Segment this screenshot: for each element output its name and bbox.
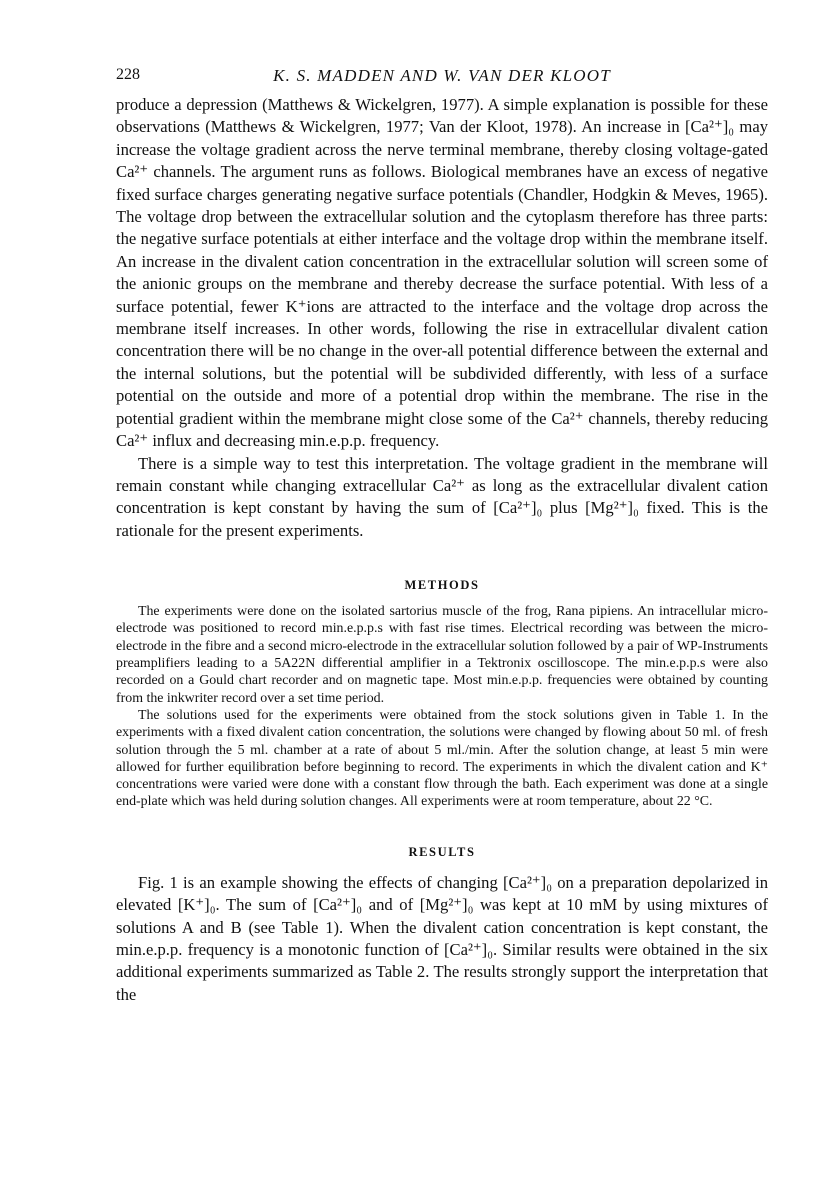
methods-heading: METHODS <box>404 578 480 593</box>
journal-page <box>116 66 768 1006</box>
intro-paragraph-continued: produce a depression (Matthews & Wickelgren, 1977). A simple explanation is possible for these observations (Matthews & Wickelgren, 1977; Van der Kloot, 1978). An increase in [Ca²⁺]₀ may increase the voltage gradient across the nerve terminal membrane, thereby closing voltage-gated Ca²⁺ channels. The argument runs as follows. Biological membranes have an excess of negative fixed surface charges generating negative surface potentials (Chandler, Hodgkin & Meves, 1965). The voltage drop between the extracellular solution and the cytoplasm therefore has three parts: the negative surface potentials at either interface and the voltage drop within the membrane itself. An increase in the divalent cation concentration in the extracellular solution will screen some of the anionic groups on the membrane and thereby decrease the surface potential. With less of a surface potential, fewer K⁺ions are attracted to the interface and the voltage drop across the membrane itself increases. In other words, following the rise in extracellular divalent cation concentration there will be no change in the over-all potential difference between the external and the internal solutions, but the potential will be subdivided differently, with less of a surface potential on the outside and more of a potential drop within the membrane. The rise in the potential gradient within the membrane might close some of the Ca²⁺ channels, thereby reducing Ca²⁺ influx and decreasing min.e.p.p. frequency. <box>116 95 768 451</box>
page-number: 228 <box>116 66 140 83</box>
methods-paragraph-recording: The experiments were done on the isolated sartorius muscle of the frog, Rana pipiens. An intracellular micro-electrode was positioned to record min.e.p.p.s with fast rise times. Electrical recording was between the micro-electrode in the fibre and a second micro-electrode in the extracellular solution followed by a pair of WP-Instruments preamplifiers leading to a 5A22N differential amplifier in a Tektronix oscilloscope. The min.e.p.p.s were also recorded on a Gould chart recorder and on magnetic tape. Most min.e.p.p. frequencies were obtained by counting from the inkwriter record over a set time period. <box>116 604 768 706</box>
results-paragraph: Fig. 1 is an example showing the effects of changing [Ca²⁺]₀ on a preparation depolarized in elevated [K⁺]₀. The sum of [Ca²⁺]₀ and of [Mg²⁺]₀ was kept at 10 mM by using mixtures of solutions A and B (see Table 1). When the divalent cation concentration is kept constant, the min.e.p.p. frequency is a monotonic function of [Ca²⁺]₀. Similar results were obtained in the six additional experiments summarized as Table 2. The results strongly support the interpretation that the <box>116 872 768 1004</box>
running-head: K. S. MADDEN AND W. VAN DER KLOOT <box>273 66 611 85</box>
intro-paragraph-rationale: There is a simple way to test this interpretation. The voltage gradient in the membrane will remain constant while changing extracellular Ca²⁺ as long as the extracellular divalent cation concentration is kept constant by having the sum of [Ca²⁺]₀ plus [Mg²⁺]₀ fixed. This is the rationale for the present experiments. <box>116 453 768 540</box>
page-header <box>116 66 768 90</box>
results-heading: RESULTS <box>408 844 476 859</box>
methods-paragraph-solutions: The solutions used for the experiments were obtained from the stock solutions given in Table 1. In the experiments with a fixed divalent cation concentration, the solutions were changed by flowing about 50 ml. of fresh solution through the 5 ml. chamber at a rate of about 5 ml./min. After the solution change, at least 5 min were allowed for further equilibration before beginning to record. The experiments in which the divalent cation and K⁺ concentrations were varied were done with a constant flow through the bath. Each experiment was done at a single end-plate which was held during solution changes. All experiments were at room temperature, about 22 °C. <box>116 707 768 810</box>
